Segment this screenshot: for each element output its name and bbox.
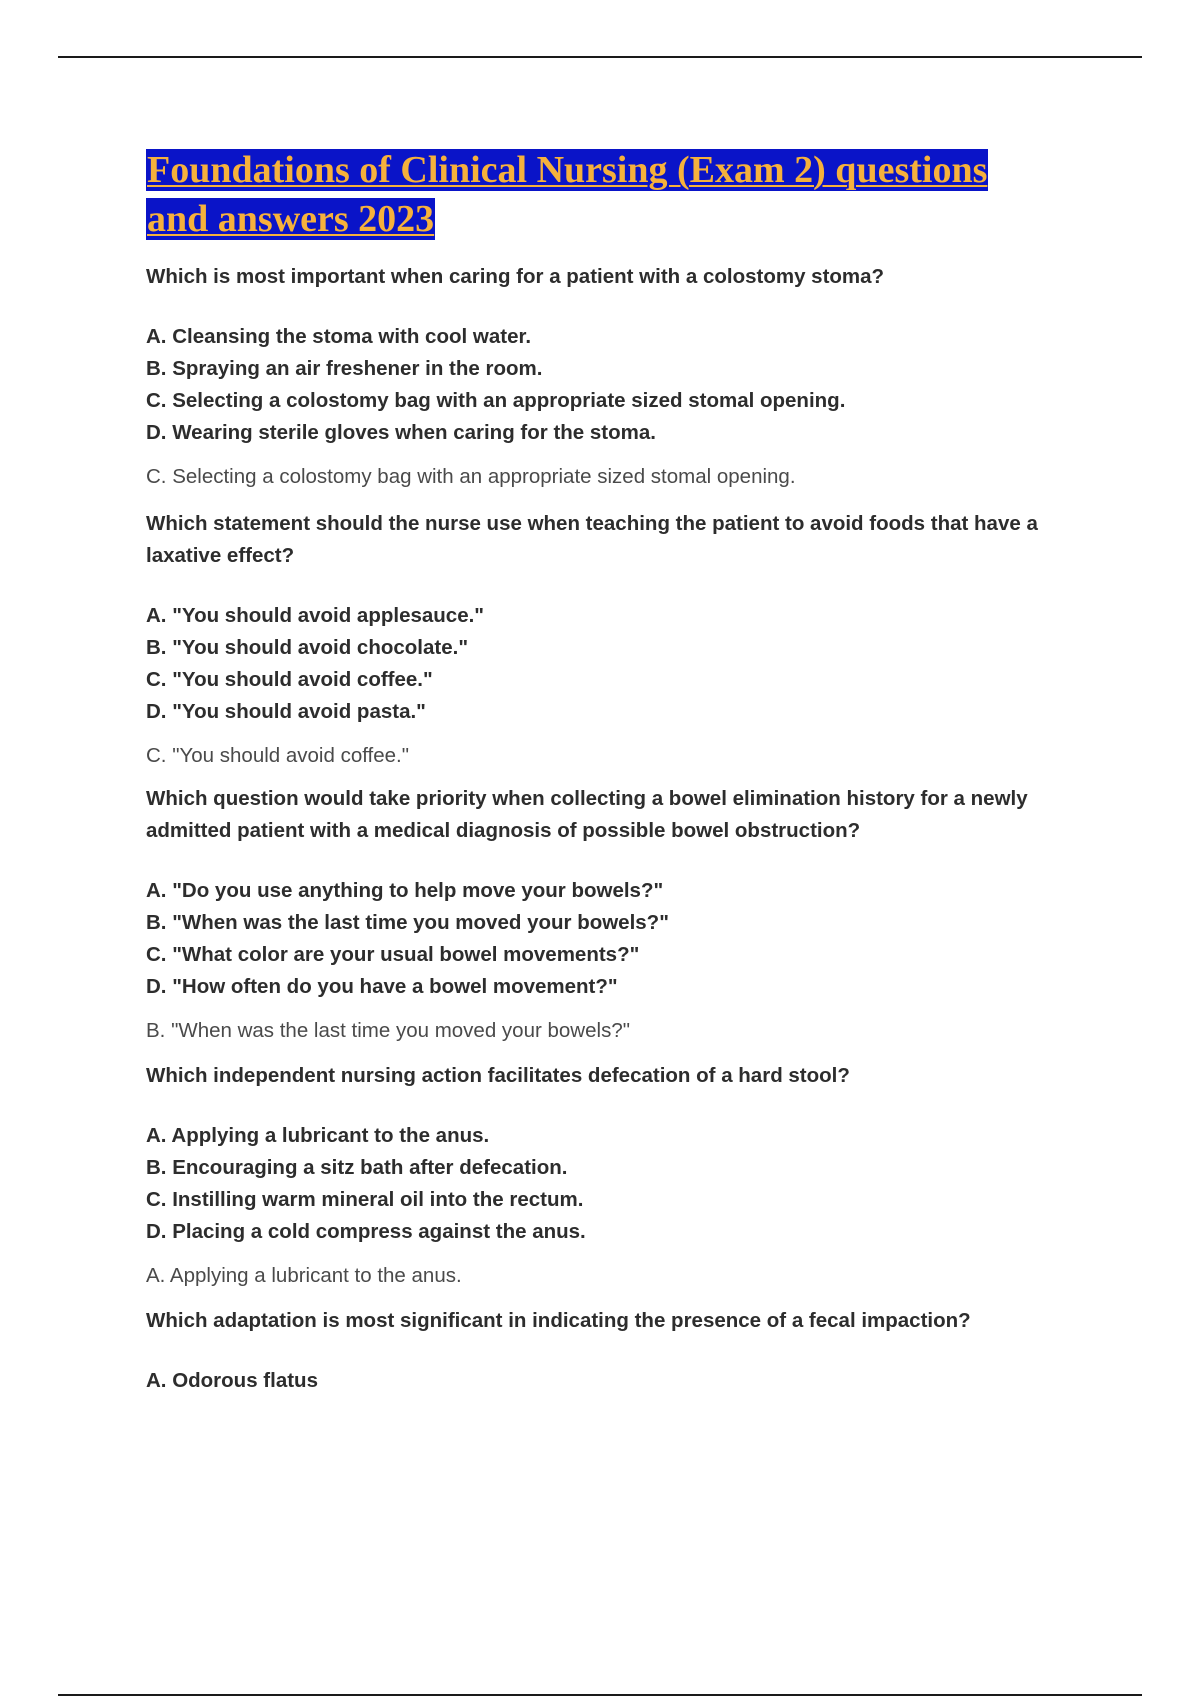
- options-list: [146, 600, 1086, 728]
- option-d: D. Wearing sterile gloves when caring for the stoma.: [146, 421, 656, 444]
- option-b: B. "When was the last time you moved your bowels?": [146, 911, 669, 934]
- qa-block-1: [146, 261, 1086, 493]
- options-list: [146, 1365, 1086, 1397]
- question-text: Which question would take priority when collecting a bowel elimination history for a newly admitted patient with a medical diagnosis of possible bowel obstruction?: [146, 787, 1028, 842]
- options-list: [146, 321, 1086, 449]
- option-c: C. "You should avoid coffee.": [146, 668, 433, 691]
- answer-text: B. "When was the last time you moved your bowels?": [146, 1019, 630, 1042]
- document-title: [146, 146, 1086, 244]
- option-a: A. Odorous flatus: [146, 1369, 318, 1392]
- answer-text: A. Applying a lubricant to the anus.: [146, 1264, 462, 1287]
- option-c: C. Instilling warm mineral oil into the rectum.: [146, 1188, 584, 1211]
- option-c: C. Selecting a colostomy bag with an appropriate sized stomal opening.: [146, 389, 846, 412]
- answer-text: C. Selecting a colostomy bag with an appropriate sized stomal opening.: [146, 465, 796, 488]
- option-b: B. Spraying an air freshener in the room.: [146, 357, 543, 380]
- option-a: A. "You should avoid applesauce.": [146, 604, 485, 627]
- option-a: A. Cleansing the stoma with cool water.: [146, 325, 532, 348]
- qa-block-3: [146, 783, 1086, 1047]
- option-a: A. Applying a lubricant to the anus.: [146, 1124, 490, 1147]
- option-d: D. Placing a cold compress against the anus.: [146, 1220, 586, 1243]
- options-list: [146, 1120, 1086, 1248]
- question-text: Which adaptation is most significant in indicating the presence of a fecal impaction?: [146, 1309, 971, 1332]
- options-list: [146, 875, 1086, 1003]
- option-d: D. "You should avoid pasta.": [146, 700, 426, 723]
- option-b: B. "You should avoid chocolate.": [146, 636, 469, 659]
- qa-block-2: [146, 508, 1086, 772]
- qa-block-5: [146, 1305, 1086, 1397]
- question-text: Which independent nursing action facilitates defecation of a hard stool?: [146, 1064, 850, 1087]
- question-text: Which is most important when caring for a patient with a colostomy stoma?: [146, 265, 885, 288]
- top-rule: [58, 56, 1142, 58]
- document-title-line-2: and answers 2023: [147, 198, 435, 240]
- bottom-rule: [58, 1694, 1142, 1696]
- document-page: [146, 146, 1086, 1397]
- option-b: B. Encouraging a sitz bath after defecation.: [146, 1156, 568, 1179]
- option-a: A. "Do you use anything to help move your bowels?": [146, 879, 664, 902]
- option-d: D. "How often do you have a bowel movement?": [146, 975, 618, 998]
- option-c: C. "What color are your usual bowel movements?": [146, 943, 640, 966]
- answer-text: C. "You should avoid coffee.": [146, 744, 410, 767]
- question-text: Which statement should the nurse use when teaching the patient to avoid foods that have a laxative effect?: [146, 512, 1038, 567]
- document-title-line-1: Foundations of Clinical Nursing (Exam 2) questions: [147, 149, 988, 191]
- qa-block-4: [146, 1060, 1086, 1292]
